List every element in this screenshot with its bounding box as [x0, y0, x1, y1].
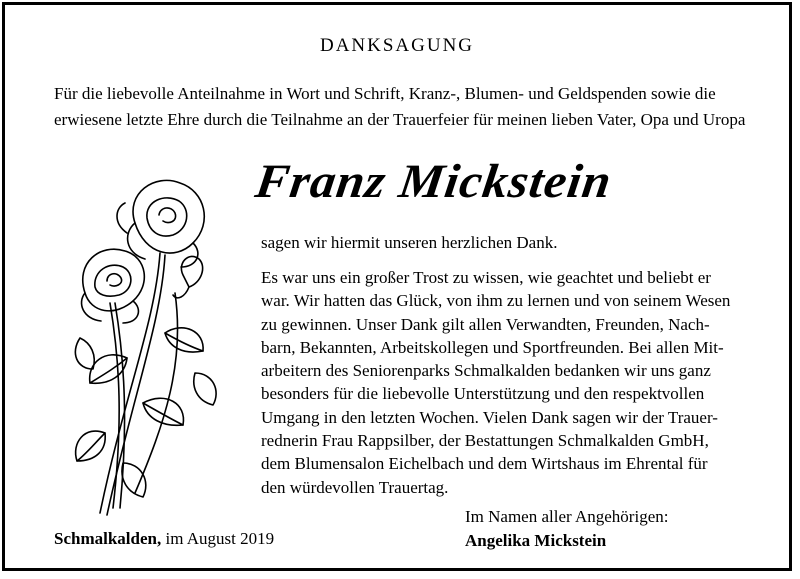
thanks-line: sagen wir hiermit unseren herzlichen Dank. [261, 233, 558, 252]
place-name: Schmalkalden, [54, 529, 162, 548]
body-text [261, 266, 775, 499]
deceased-name: Franz Mickstein [252, 153, 616, 208]
body-line: dem Blumensalon Eichelbach und dem Wirtshaus im Ehrental für [261, 454, 708, 474]
signature-block [465, 505, 668, 553]
roses-illustration-icon [65, 163, 235, 533]
body-line: arbeitern des Seniorenparks Schmalkalden bedanken wir uns ganz [261, 361, 711, 381]
body-line: barn, Bekannten, Arbeitskollegen und Sportfreunden. Bei allen Mit- [261, 337, 724, 357]
body-line: zu gewinnen. Unser Dank gilt allen Verwandten, Freunden, Nach- [261, 314, 710, 334]
sign-intro: Im Namen aller Angehörigen: [465, 507, 669, 526]
body-line: Es war uns ein großer Trost zu wissen, wie geachtet und beliebt er [261, 268, 711, 287]
signer-name: Angelika Mickstein [465, 531, 607, 550]
notice-heading: DANKSAGUNG [319, 35, 475, 56]
body-line: war. Wir hatten das Glück, von ihm zu lernen und von seinem Wesen [261, 291, 731, 311]
body-line: Umgang in den letzten Wochen. Vielen Dank sagen wir der Trauer- [261, 407, 718, 427]
place-date [54, 529, 274, 549]
date-text: im August 2019 [161, 529, 275, 548]
body-line: den würdevollen Trauertag. [261, 477, 449, 497]
intro-text: Für die liebevolle Anteilnahme in Wort und Schrift, Kranz-, Blumen- und Geldspenden sowie die erwiesene letzte Ehre durch die Teilnahme an der Trauerfeier für meinen lieben Vater, Opa und Uropa [54, 84, 746, 129]
obituary-notice [2, 2, 792, 571]
body-line: rednerin Frau Rappsilber, der Bestattungen Schmalkalden GmbH, [261, 431, 709, 451]
body-line: besonders für die liebevolle Unterstützung und den respektvollen [261, 384, 705, 404]
